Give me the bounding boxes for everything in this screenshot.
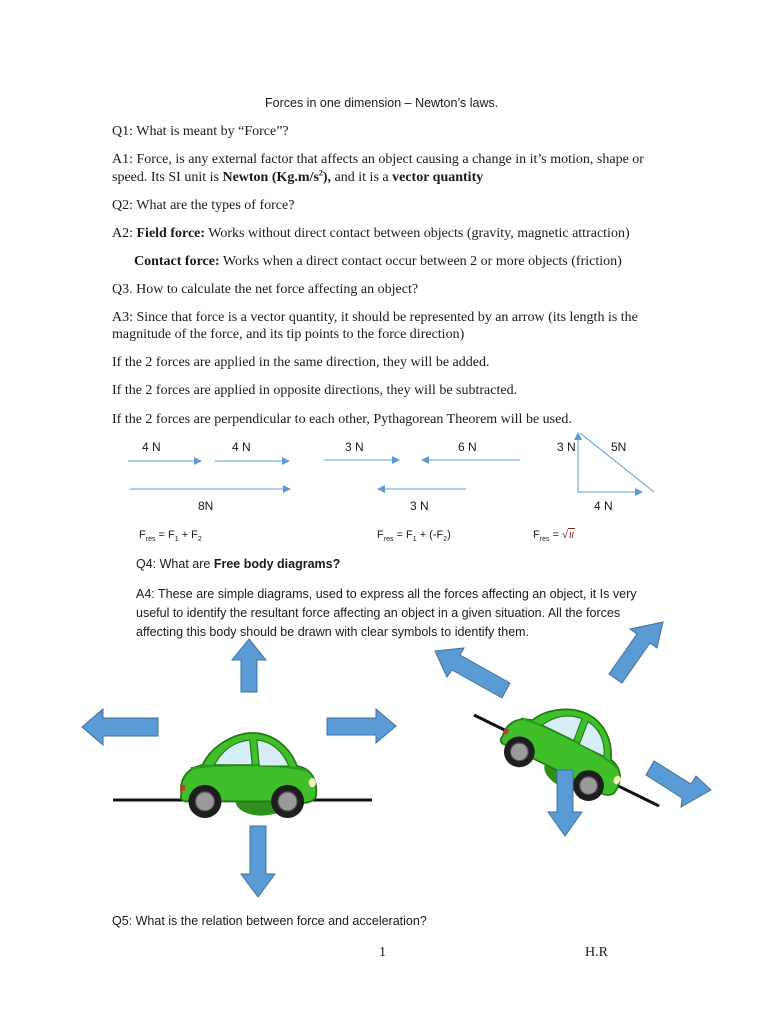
arrow-right bbox=[327, 709, 396, 743]
arrow-down bbox=[241, 826, 275, 897]
label-perp-a: 3 N bbox=[557, 440, 576, 454]
label-perp-b: 4 N bbox=[594, 499, 613, 513]
label-opp-b: 6 N bbox=[458, 440, 477, 454]
arrow-friction bbox=[435, 648, 510, 698]
question-2: Q2: What are the types of force? bbox=[112, 198, 295, 213]
label-perp-hyp: 5N bbox=[611, 440, 627, 454]
car-flat bbox=[180, 733, 316, 818]
page-title: Forces in one dimension – Newton’s laws. bbox=[265, 96, 499, 110]
square-root-icon: √ bbox=[562, 529, 569, 541]
label-same-sum: 8N bbox=[198, 499, 214, 513]
rule-opposite-direction: If the 2 forces are applied in opposite directions, they will be subtracted. bbox=[112, 383, 518, 398]
si-unit: Newton $(Kg.m/s^2)$, bbox=[222, 168, 332, 185]
rule-same-direction: If the 2 forces are applied in the same direction, they will be added. bbox=[112, 355, 490, 370]
a1-text-mid: and it is a bbox=[331, 170, 393, 185]
contact-force-label: Contact force: bbox=[134, 254, 220, 269]
label-opp-result: 3 N bbox=[410, 499, 429, 513]
arrow-downslope bbox=[646, 761, 711, 807]
answer-4-line-3: affecting this body should be drawn with clear symbols to identify them. bbox=[136, 625, 530, 639]
answer-2-field-force: A2: Field force: Works without direct contact between objects (gravity, magnetic attraction) bbox=[112, 226, 630, 241]
page-number: 1 bbox=[379, 945, 386, 960]
arrow-left bbox=[82, 709, 158, 745]
question-3: Q3. How to calculate the net force affecting an object? bbox=[112, 282, 419, 297]
arrow-up bbox=[232, 639, 266, 692]
question-5: Q5: What is the relation between force and acceleration? bbox=[112, 914, 427, 928]
formula-pythagorean: $F_{res} = √\iota\iota$ bbox=[533, 529, 574, 544]
question-1: Q1: What is meant by “Force”? bbox=[112, 124, 289, 139]
rule-perpendicular: If the 2 forces are perpendicular to each other, Pythagorean Theorem will be used. bbox=[112, 412, 572, 427]
label-same-a: 4 N bbox=[142, 440, 161, 454]
answer-3-line-2: magnitude of the force, and its tip points to the force direction) bbox=[112, 327, 465, 342]
answer-2-contact-force: Contact force: Works when a direct contact occur between 2 or more objects (friction) bbox=[134, 254, 622, 269]
radicand: ιι bbox=[569, 529, 574, 541]
answer-3-line-1: A3: Since that force is a vector quantity, it should be represented by an arrow (its length is the bbox=[112, 310, 638, 325]
free-body-diagrams-label: Free body diagrams? bbox=[213, 557, 341, 571]
question-4: Q4: What are Free body diagrams? bbox=[136, 557, 341, 571]
label-opp-a: 3 N bbox=[345, 440, 364, 454]
a1-text: speed. Its SI unit is bbox=[112, 170, 223, 185]
answer-4-line-1: A4: These are simple diagrams, used to express all the forces affecting an object, it Is very bbox=[136, 587, 637, 601]
formula-sum: $F_{res} = F_1 + F_2$ bbox=[139, 529, 202, 544]
vector-quantity: vector quantity bbox=[392, 170, 484, 185]
arrow-normal bbox=[609, 622, 663, 683]
answer-1-line-1: A1: Force, is any external factor that affects an object causing a change in it’s motion, shape or bbox=[112, 152, 644, 167]
answer-4-line-2: useful to identify the resultant force affecting an object in a given situation. All the forces bbox=[136, 606, 621, 620]
formula-difference: $F_{res} = F_1 + (-F_2)$ bbox=[377, 529, 451, 544]
field-force-label: Field force: bbox=[136, 226, 206, 241]
label-same-b: 4 N bbox=[232, 440, 251, 454]
author-initials: H.R bbox=[585, 945, 608, 960]
